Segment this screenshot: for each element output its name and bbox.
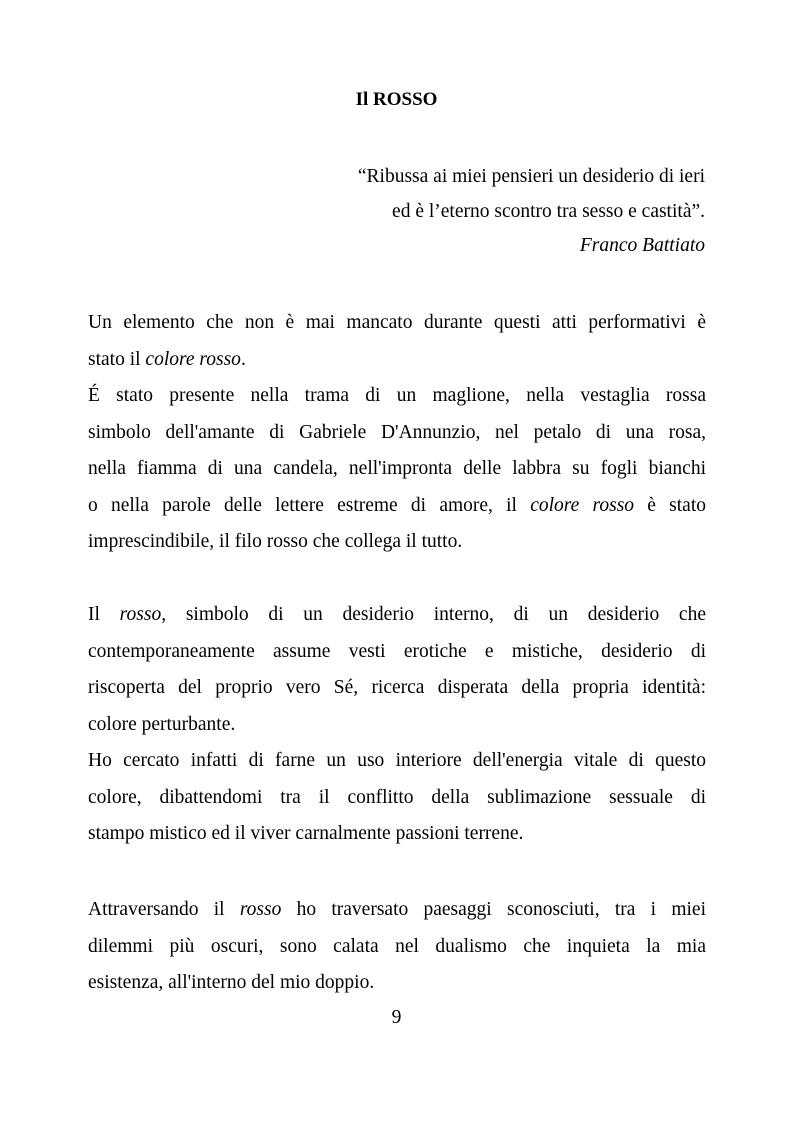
epigraph-author: Franco Battiato [579,235,705,256]
text-line: Ho cercato infatti di farne un uso interiore dell'energia vitale di questo [88,750,706,771]
text-line: colore perturbante. [88,713,236,735]
text-line: stato il colore rosso. [88,348,246,370]
text-line: imprescindibile, il filo rosso che collega il tutto. [88,531,463,552]
text-line: Un elemento che non è mai mancato durante questi atti performativi è [88,312,706,333]
text-line: esistenza, all'interno del mio doppio. [88,972,375,993]
epigraph-line: “Ribussa ai miei pensieri un desiderio di ieri [357,166,705,187]
emphasis: rosso [119,604,162,625]
text-line: stampo mistico ed il viver carnalmente passioni terrene. [88,823,524,844]
text-line: riscoperta del proprio vero Sé, ricerca disperata della propria identità: [88,677,706,698]
text-line: simbolo dell'amante di Gabriele D'Annunzio, nel petalo di una rosa, [88,421,706,443]
emphasis: colore rosso [145,348,241,370]
text-line: nella fiamma di una candela, nell'impronta delle labbra su fogli bianchi [88,458,706,479]
text-line: Attraversando il rosso ho traversato paesaggi sconosciuti, tra i miei [88,899,707,920]
emphasis: rosso [239,899,282,920]
page-number: 9 [391,1007,402,1028]
paragraph [88,597,706,853]
text-line: Il rosso, simbolo di un desiderio interno, di un desiderio che [88,604,706,625]
text-line: contemporaneamente assume vesti erotiche e mistiche, desiderio di [88,640,706,662]
text-line: o nella parole delle lettere estreme di amore, il colore rosso è stato [88,494,706,516]
text-line: colore, dibattendomi tra il conflitto della sublimazione sessuale di [88,786,706,808]
chapter-title: Il ROSSO [355,89,438,110]
paragraph [88,892,706,1002]
paragraph [88,305,706,561]
text-line: dilemmi più oscuri, sono calata nel dualismo che inquieta la mia [88,935,706,957]
emphasis: colore rosso [530,494,635,516]
epigraph [358,160,705,264]
text-line: É stato presente nella trama di un maglione, nella vestaglia rossa [88,385,706,406]
epigraph-line: ed è l’eterno scontro tra sesso e castità”. [392,200,705,222]
